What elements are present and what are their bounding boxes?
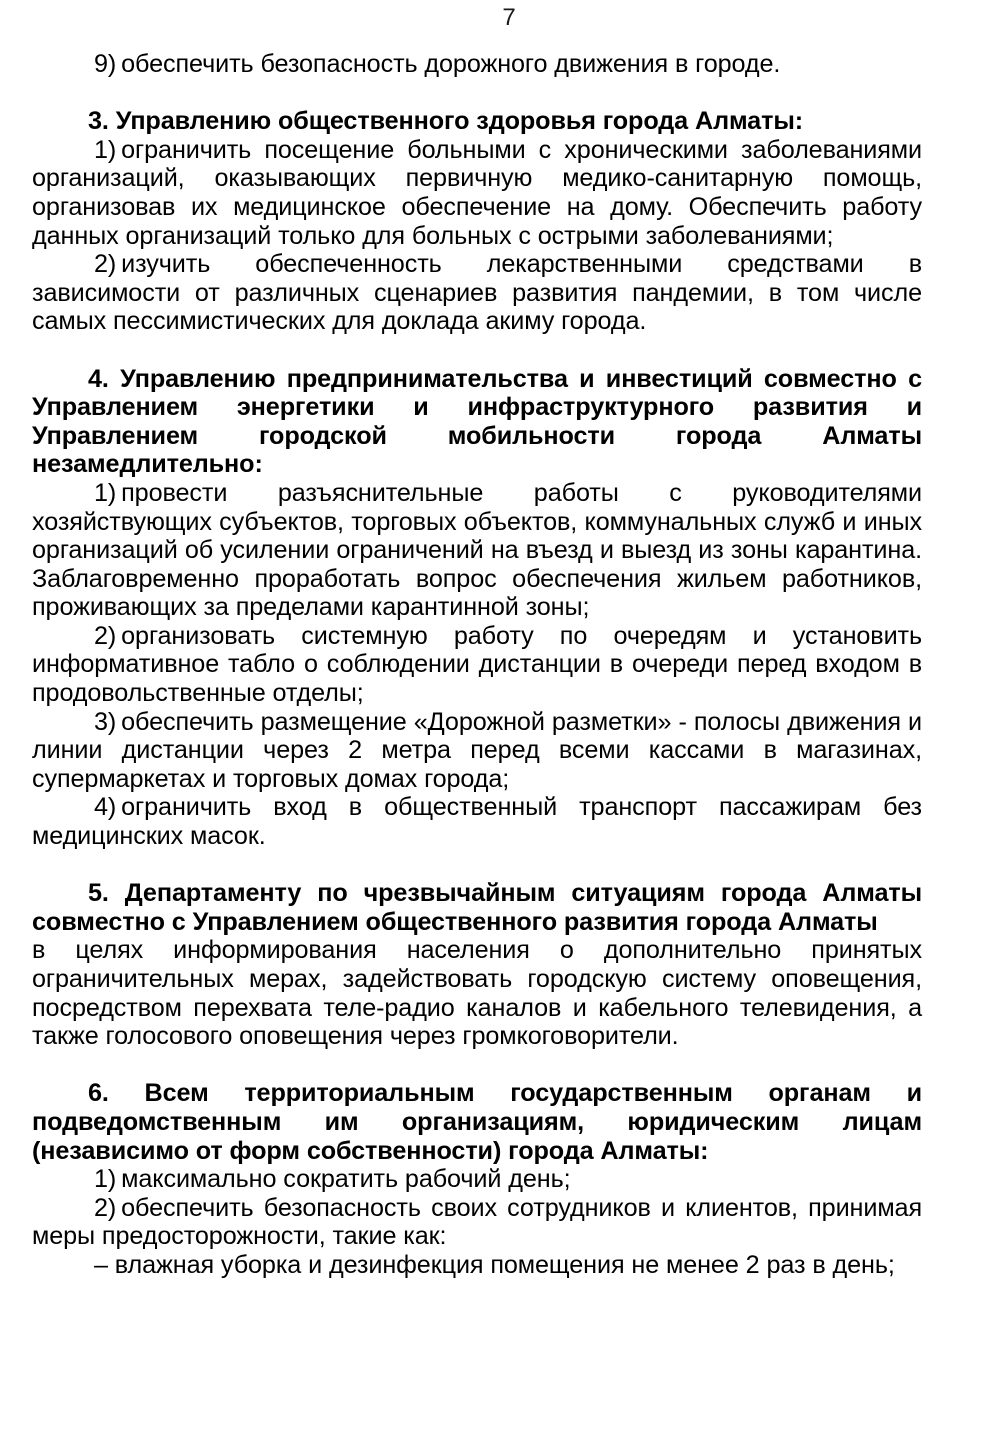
section-4-item-4: 4) ограничить вход в общественный транспорт пассажирам без медицинских масок. bbox=[32, 793, 922, 851]
section-6-dash-item-1: – влажная уборка и дезинфекция помещения не менее 2 раз в день; bbox=[94, 1250, 895, 1279]
page-number: 7 bbox=[502, 4, 516, 31]
section-3-item-2: 2) изучить обеспеченность лекарственными средствами в зависимости от различных сценариев развития пандемии, в том числе самых пессимистических для доклада акиму города. bbox=[32, 250, 922, 336]
section-4-item-1: 1) провести разъяснительные работы с руководителями хозяйствующих субъектов, торговых объектов, коммунальных служб и иных организаций об усилении ограничений на въезд и выезд из зоны карантина. Заблаговременно проработать вопрос обеспечения жильем работников, проживающих за пределами карантинной зоны; bbox=[32, 478, 922, 622]
section-6-item-1: 1) максимально сократить рабочий день; bbox=[94, 1165, 571, 1194]
section-gap bbox=[32, 336, 922, 365]
section-gap bbox=[32, 79, 922, 108]
section-4-heading: 4. Управлению предпринимательства и инвестиций совместно с Управлением энергетики и инфраструктурного развития и Управлением городской мобильности города Алматы незамедлительно: bbox=[32, 364, 922, 479]
section-6-heading: 6. Всем территориальным государственным органам и подведомственным им организациям, юридическим лицам (независимо от форм собственности) города Алматы: bbox=[32, 1079, 922, 1165]
list-item-9: 9) обеспечить безопасность дорожного движения в городе. bbox=[94, 50, 781, 78]
section-gap bbox=[32, 1051, 922, 1080]
section-5-body: в целях информирования населения о дополнительно принятых ограничительных мерах, задействовать городскую систему оповещения, посредством перехвата теле-радио каналов и кабельного телевидения, а также голосового оповещения через громкоговорители. bbox=[32, 936, 922, 1051]
section-gap bbox=[32, 851, 922, 880]
section-3-heading: 3. Управлению общественного здоровья города Алматы: bbox=[88, 107, 804, 136]
document-body bbox=[32, 50, 922, 1280]
section-4-item-2: 2) организовать системную работу по очередям и установить информативное табло о соблюдении дистанции в очереди перед входом в продовольственные отделы; bbox=[32, 621, 922, 708]
section-4-item-3: 3) обеспечить размещение «Дорожной разметки» - полосы движения и линии дистанции через 2 метра перед всеми кассами в магазинах, супермаркетах и торговых домах города; bbox=[32, 707, 922, 793]
section-6-item-2: 2) обеспечить безопасность своих сотрудников и клиентов, принимая меры предосторожности, такие как: bbox=[32, 1193, 922, 1251]
section-5-heading: 5. Департаменту по чрезвычайным ситуациям города Алматы совместно с Управлением общественного развития города Алматы bbox=[32, 879, 922, 936]
section-3-item-1: 1) ограничить посещение больными с хроническими заболеваниями организаций, оказывающих первичную медико-санитарную помощь, организовав их медицинское обеспечение на дому. Обеспечить работу данных организаций только для больных с острыми заболеваниями; bbox=[32, 135, 922, 250]
